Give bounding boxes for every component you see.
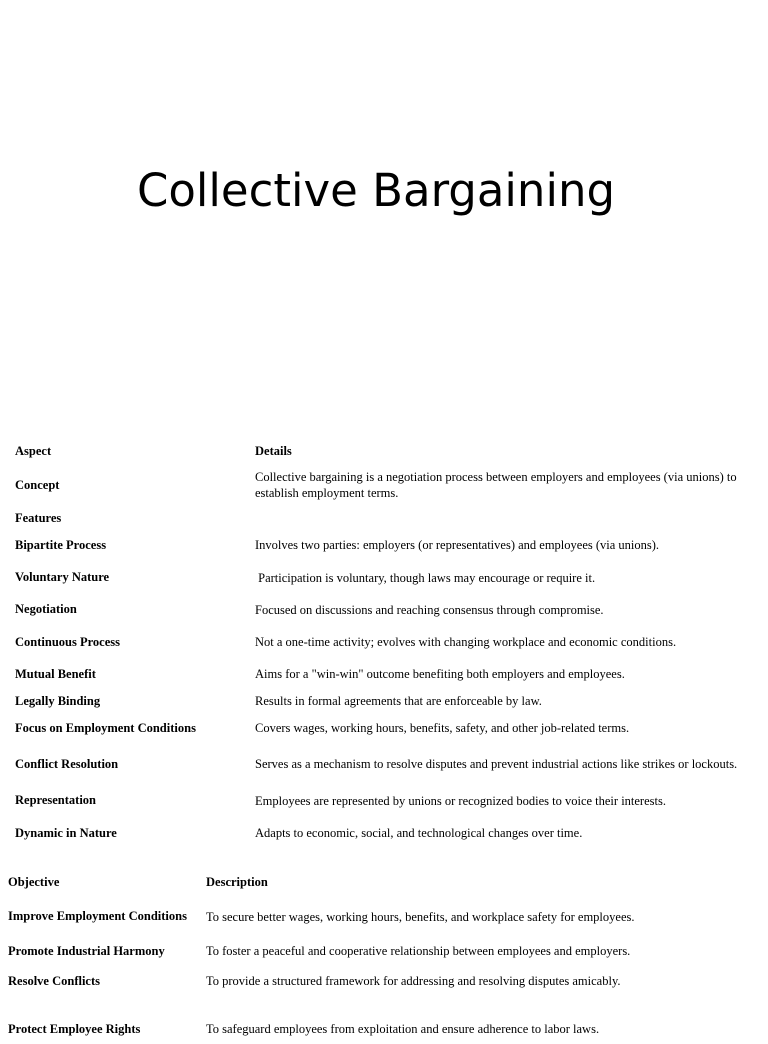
aspect-cell: Focus on Employment Conditions [15, 720, 196, 735]
table-row [15, 690, 760, 712]
table-row [15, 562, 760, 593]
aspect-cell: Concept [15, 477, 60, 492]
aspects-table [15, 440, 760, 849]
column-header-details: Details [255, 444, 292, 458]
details-cell: Serves as a mechanism to resolve disputes and prevent industrial actions like strikes or lockouts. [255, 757, 738, 771]
table-row [15, 593, 760, 626]
description-cell: To safeguard employees from exploitation and ensure adherence to labor laws. [206, 1022, 600, 1036]
aspect-cell: Representation [15, 793, 97, 807]
features-section-row [15, 508, 760, 528]
table-row [15, 784, 760, 817]
description-cell: To foster a peaceful and cooperative relationship between employees and employers. [206, 944, 631, 958]
objective-cell: Resolve Conflicts [8, 973, 100, 988]
aspect-cell: Conflict Resolution [15, 756, 119, 771]
details-cell: Focused on discussions and reaching consensus through compromise. [255, 602, 604, 617]
aspect-cell: Dynamic in Nature [15, 825, 117, 840]
details-cell: Participation is voluntary, though laws may encourage or require it. [255, 570, 596, 585]
column-header-aspect: Aspect [15, 443, 52, 458]
details-cell: Covers wages, working hours, benefits, safety, and other job-related terms. [255, 721, 630, 735]
details-cell: Adapts to economic, social, and technological changes over time. [255, 826, 583, 840]
details-cell: Involves two parties: employers (or representatives) and employees (via unions). [255, 538, 660, 552]
aspects-table-header [15, 440, 760, 462]
table-row [15, 744, 760, 784]
table-row [8, 1014, 760, 1044]
objective-cell: Promote Industrial Harmony [8, 943, 165, 958]
table-row [15, 712, 760, 744]
table-row [8, 934, 760, 968]
details-cell: Employees are represented by unions or recognized bodies to voice their interests. [255, 793, 666, 808]
details-cell: Not a one-time activity; evolves with changing workplace and economic conditions. [255, 635, 677, 649]
objective-cell: Protect Employee Rights [8, 1021, 141, 1036]
details-cell: Aims for a "win-win" outcome benefiting both employers and employees. [255, 667, 625, 681]
objectives-table-header [8, 873, 760, 891]
table-row [15, 528, 760, 562]
aspect-cell: Bipartite Process [15, 537, 107, 552]
page-title: Collective Bargaining [136, 164, 616, 217]
objectives-table [8, 873, 760, 1044]
features-label: Features [15, 510, 62, 525]
table-row [15, 462, 760, 508]
objective-cell: Improve Employment Conditions [8, 909, 187, 923]
description-cell: To provide a structured framework for addressing and resolving disputes amicably. [206, 974, 621, 988]
details-cell: Results in formal agreements that are enforceable by law. [255, 694, 542, 708]
aspect-cell: Legally Binding [15, 693, 101, 708]
aspect-cell: Negotiation [15, 602, 77, 616]
table-row [15, 626, 760, 658]
description-cell: To secure better wages, working hours, benefits, and workplace safety for employees. [206, 909, 635, 924]
column-header-objective: Objective [8, 874, 60, 889]
aspect-cell: Mutual Benefit [15, 666, 96, 681]
aspect-cell: Continuous Process [15, 634, 120, 649]
details-cell: Collective bargaining is a negotiation process between employers and employees (via unions) to establish employment terms. [255, 470, 737, 500]
table-row [8, 899, 760, 934]
table-row [8, 968, 760, 994]
aspect-cell: Voluntary Nature [15, 570, 110, 584]
table-row [15, 658, 760, 690]
column-header-description: Description [206, 875, 268, 889]
table-row [15, 817, 760, 849]
